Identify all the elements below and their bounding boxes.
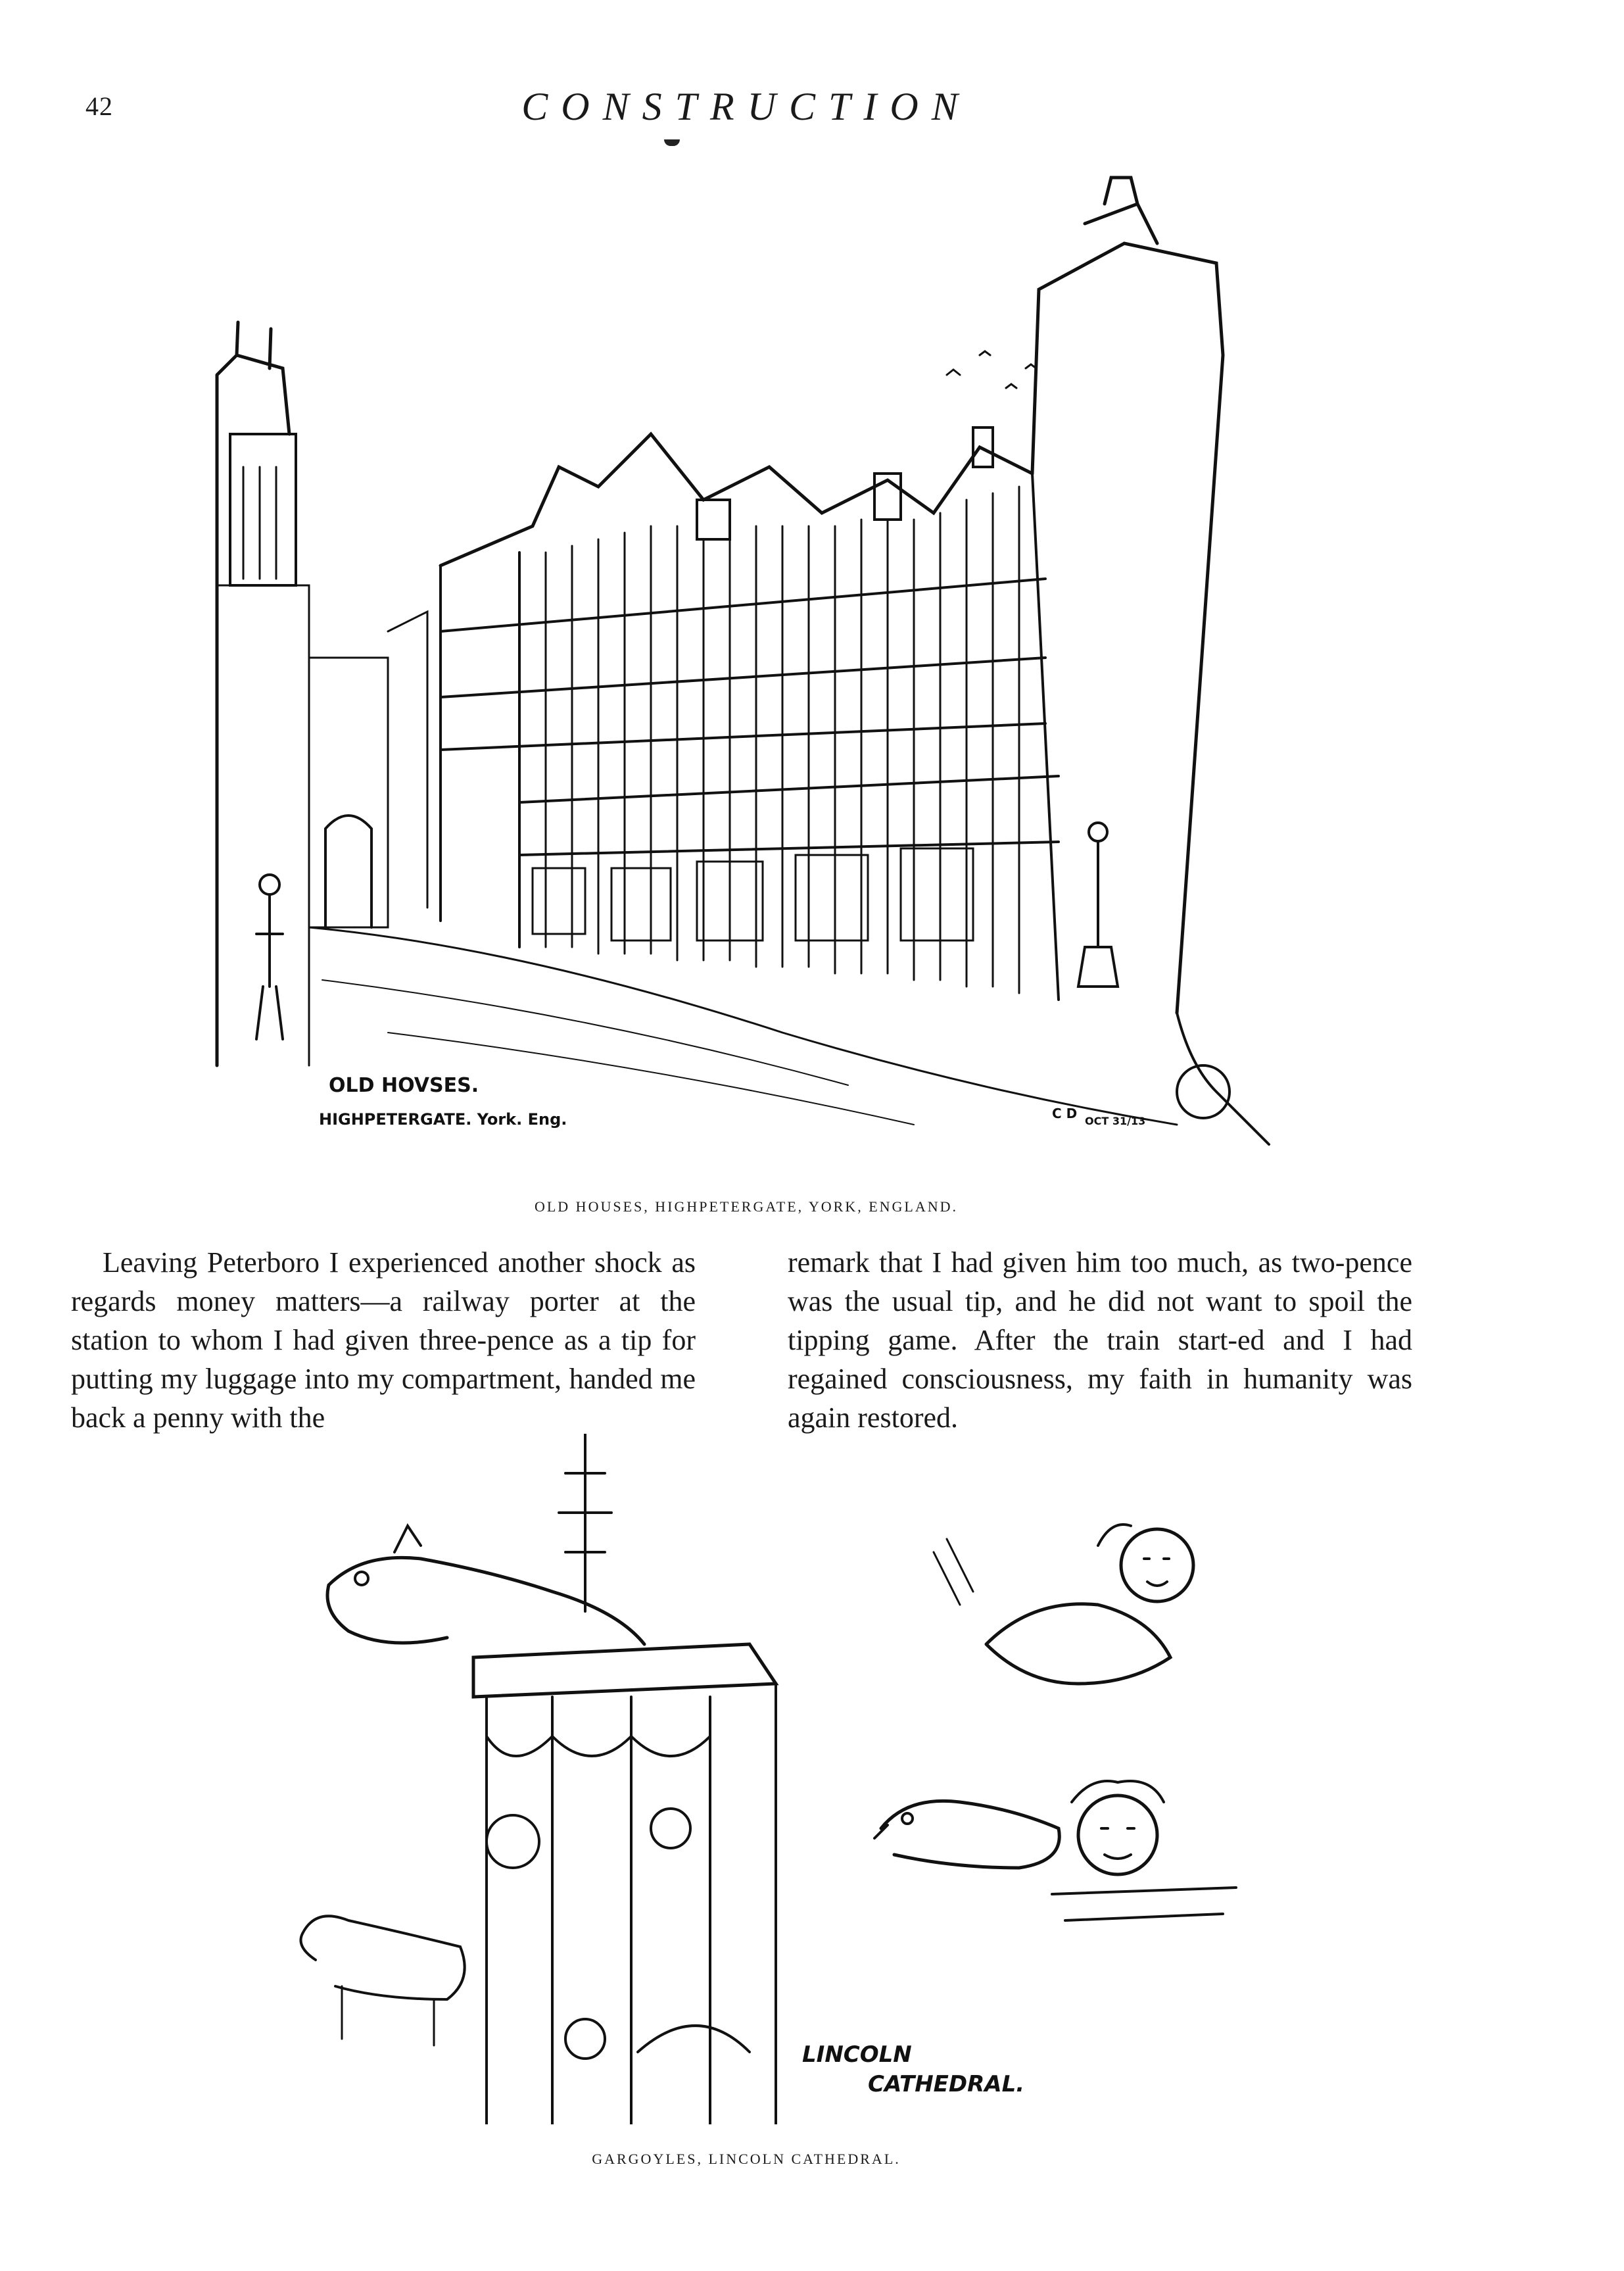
artist-signature: C D xyxy=(1052,1106,1078,1121)
sketch-label-line1: OLD HOVSES. xyxy=(329,1074,479,1097)
paragraph-right: remark that I had given him too much, as two-pence was the usual tip, and he did not want to spoil the tipping game. After the train start-ed and I had regained consciousness, my faith in humanity was again restored. xyxy=(788,1246,1412,1434)
page-number: 42 xyxy=(85,91,113,121)
paragraph-left: Leaving Peterboro I experienced another shock as regards money matters—a railway porter at the station to whom I had given three-pence as a tip for putting my luggage into my compartment, handed me back a penny with the xyxy=(71,1246,696,1434)
gargoyles-sketch xyxy=(276,1434,1348,2124)
figure-caption-old-houses: OLD HOUSES, HIGHPETERGATE, YORK, ENGLAND. xyxy=(534,1198,959,1215)
text-column-right xyxy=(788,1243,1412,1437)
text-column-left xyxy=(71,1243,696,1437)
sketch-label-line2: HIGHPETERGATE. York. Eng. xyxy=(319,1110,567,1129)
title-ornament xyxy=(664,139,680,146)
running-title: CONSTRUCTION xyxy=(521,85,971,128)
artist-signature-date: OCT 31/13 xyxy=(1085,1115,1146,1127)
sketch-label-cathedral: CATHEDRAL. xyxy=(868,2071,1025,2097)
sketch-label-lincoln: LINCOLN xyxy=(802,2041,912,2068)
old-houses-sketch xyxy=(191,158,1308,1164)
figure-caption-gargoyles: GARGOYLES, LINCOLN CATHEDRAL. xyxy=(592,2151,901,2167)
